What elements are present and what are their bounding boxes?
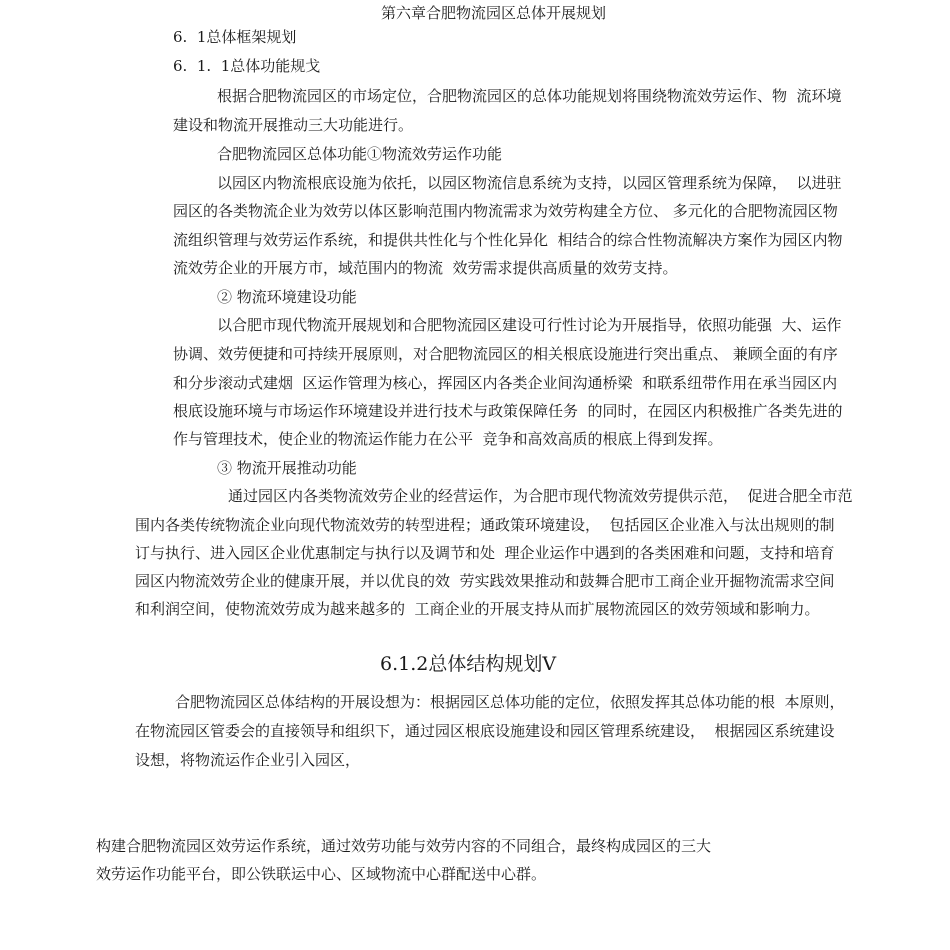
paragraph-line: 协调、效劳便捷和可持续开展原则，对合肥物流园区的相关根底设施进行突出重点、 兼顾全面的有序 — [173, 345, 838, 363]
section-heading-6-1-1: 6. 1. 1总体功能规戈 — [173, 57, 321, 75]
paragraph-line: 合肥物流园区总体结构的开展设想为：根据园区总体功能的定位，依照发挥其总体功能的根 本原则， — [175, 693, 845, 711]
paragraph-line: 园区内物流效劳企业的健康开展，并以优良的效 劳实践效果推动和鼓舞合肥市工商企业开掘物流需求空间 — [135, 572, 835, 590]
paragraph-line: 效劳运作功能平台，即公铁联运中心、区域物流中心群配送中心群。 — [96, 865, 547, 883]
paragraph-line: 在物流园区管委会的直接领导和组织下，通过园区根底设施建设和园区管理系统建设， 根据园区系统建设 — [135, 722, 835, 740]
paragraph-line: 园区的各类物流企业为效劳以体区影响范围内物流需求为效劳构建全方位、 多元化的合肥物流园区物 — [173, 202, 838, 220]
section-heading-6-1-2: 6.1.2总体结构规划V — [380, 653, 557, 675]
paragraph-line: 作与管理技术，使企业的物流运作能力在公平 竞争和高效高质的根底上得到发挥。 — [173, 430, 723, 448]
paragraph-line: 以合肥市现代物流开展规划和合肥物流园区建设可行性讨论为开展指导，依照功能强 大、运作 — [217, 316, 842, 334]
function-2-title: ② 物流环境建设功能 — [217, 288, 357, 306]
paragraph-line: 围内各类传统物流企业向现代物流效劳的转型进程；通政策环境建设， 包括园区企业准入与汰出规则的制 — [135, 516, 835, 534]
paragraph-line: 根据合肥物流园区的市场定位，合肥物流园区的总体功能规划将围绕物流效劳运作、物 流环境 — [217, 87, 842, 105]
paragraph-line: 流组织管理与效劳运作系统，和提供共性化与个性化异化 相结合的综合性物流解决方案作为园区内物 — [173, 231, 843, 249]
paragraph-line: 通过园区内各类物流效劳企业的经营运作，为合肥市现代物流效劳提供示范， 促进合肥全市范 — [228, 487, 853, 505]
chapter-title: 第六章合肥物流园区总体开展规划 — [381, 4, 607, 22]
paragraph-line: 流效劳企业的开展方市，域范围内的物流 效劳需求提供高质量的效劳支持。 — [173, 259, 678, 277]
paragraph-line: 根底设施环境与市场运作环境建设并进行技术与政策保障任务 的同时，在园区内积极推广各类先进的 — [173, 402, 843, 420]
paragraph-line: 和分步滚动式建烟 区运作管理为核心，挥园区内各类企业间沟通桥梁 和联系纽带作用在承当园区内 — [173, 374, 838, 392]
paragraph-line: 订与执行、进入园区企业优惠制定与执行以及调节和处 理企业运作中遇到的各类困难和问题，支持和培育 — [135, 544, 835, 562]
paragraph-line: 设想，将物流运作企业引入园区， — [135, 751, 361, 769]
function-3-title: ③ 物流开展推动功能 — [217, 459, 357, 477]
paragraph-line: 建设和物流开展推动三大功能进行。 — [173, 116, 414, 134]
function-1-title: 合肥物流园区总体功能①物流效劳运作功能 — [217, 145, 503, 163]
section-heading-6-1: 6. 1总体框架规划 — [173, 28, 297, 46]
paragraph-line: 构建合肥物流园区效劳运作系统，通过效劳功能与效劳内容的不同组合，最终构成园区的三大 — [96, 837, 712, 855]
paragraph-line: 以园区内物流根底设施为依托，以园区物流信息系统为支持，以园区管理系统为保障， 以进驻 — [217, 174, 842, 192]
paragraph-line: 和利润空间，使物流效劳成为越来越多的 工商企业的开展支持从而扩展物流园区的效劳领域和影响力。 — [135, 600, 820, 618]
